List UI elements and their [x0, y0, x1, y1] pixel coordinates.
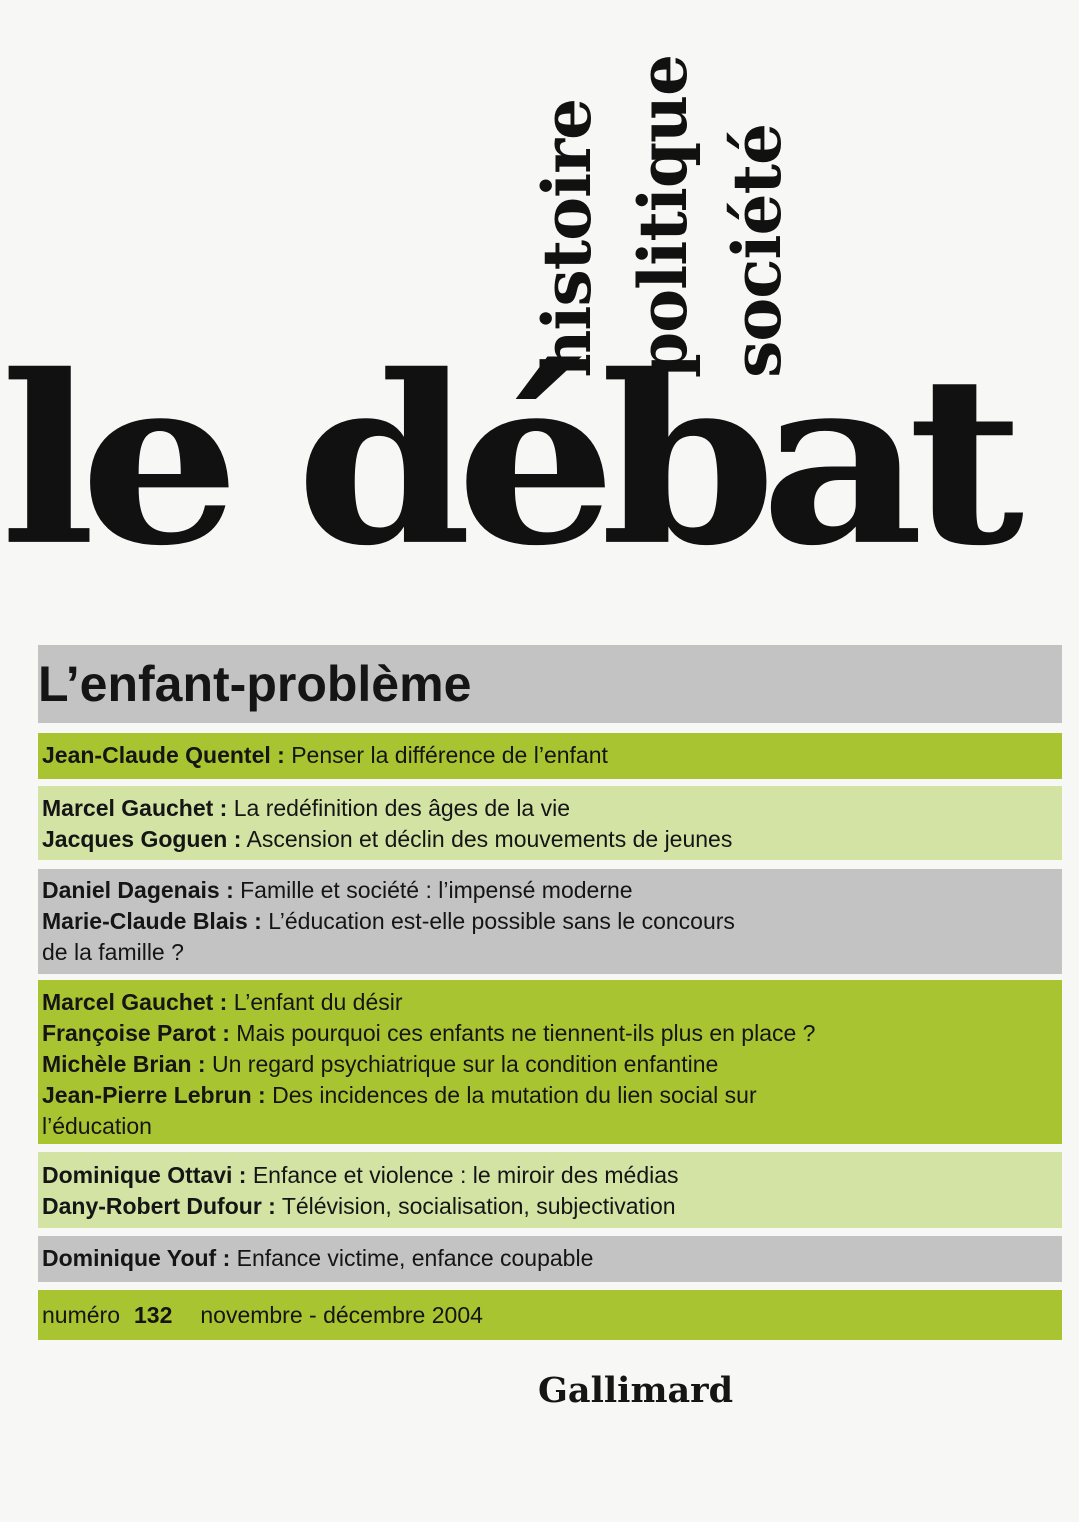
- article-band: [38, 733, 1062, 779]
- article-author: Dominique Ottavi :: [42, 1162, 247, 1188]
- masthead-title: le débat: [0, 324, 1009, 598]
- theme-title: L’enfant-problème: [38, 645, 1062, 723]
- article-band: [38, 869, 1062, 974]
- issue-date: novembre - décembre 2004: [200, 1302, 483, 1328]
- article-line: [42, 740, 1062, 771]
- article-line: [42, 1049, 1062, 1080]
- article-line: [42, 1243, 1062, 1274]
- article-author: Michèle Brian :: [42, 1051, 206, 1077]
- article-title: l’éducation: [42, 1113, 152, 1139]
- issue-label: numéro: [42, 1302, 120, 1328]
- article-author: Jacques Goguen :: [42, 826, 242, 852]
- subtitle-word-societe: société: [718, 124, 796, 378]
- article-title: Télévision, socialisation, subjectivation: [281, 1193, 676, 1219]
- article-title: L’éducation est-elle possible sans le concours: [268, 908, 735, 934]
- issue-number: 132: [133, 1302, 173, 1328]
- article-author: Daniel Dagenais :: [42, 877, 234, 903]
- article-band: [38, 1152, 1062, 1228]
- article-band: [38, 1236, 1062, 1282]
- article-title: Famille et société : l’impensé moderne: [240, 877, 633, 903]
- article-title: Un regard psychiatrique sur la condition enfantine: [212, 1051, 719, 1077]
- article-title: Mais pourquoi ces enfants ne tiennent-ils plus en place ?: [236, 1020, 816, 1046]
- article-author: Dominique Youf :: [42, 1245, 231, 1271]
- article-title: L’enfant du désir: [233, 989, 403, 1015]
- article-line: [42, 1111, 1062, 1142]
- article-line: [42, 987, 1062, 1018]
- article-title: de la famille ?: [42, 939, 184, 965]
- article-line: [42, 824, 1062, 855]
- article-line: [42, 793, 1062, 824]
- article-title: Ascension et déclin des mouvements de jeunes: [246, 826, 733, 852]
- article-title: Enfance et violence : le miroir des médias: [252, 1162, 679, 1188]
- publisher-name: Gallimard: [538, 1370, 734, 1411]
- article-line: [42, 1191, 1062, 1222]
- subtitle-word-histoire: histoire: [528, 99, 606, 378]
- issue-info: [38, 1290, 1062, 1340]
- article-line: [42, 1160, 1062, 1191]
- article-author: Marie-Claude Blais :: [42, 908, 262, 934]
- article-band: [38, 786, 1062, 860]
- article-title: Penser la différence de l’enfant: [291, 742, 608, 768]
- article-author: Marcel Gauchet :: [42, 989, 228, 1015]
- article-author: Dany-Robert Dufour :: [42, 1193, 276, 1219]
- article-title: Des incidences de la mutation du lien social sur: [272, 1082, 757, 1108]
- article-line: [42, 1018, 1062, 1049]
- article-band: [38, 980, 1062, 1144]
- article-line: [42, 937, 1062, 968]
- article-line: [42, 906, 1062, 937]
- article-line: [42, 875, 1062, 906]
- article-title: Enfance victime, enfance coupable: [236, 1245, 594, 1271]
- article-author: Jean-Pierre Lebrun :: [42, 1082, 266, 1108]
- subtitle-word-politique: politique: [624, 55, 702, 378]
- article-author: Jean-Claude Quentel :: [42, 742, 285, 768]
- article-author: Françoise Parot :: [42, 1020, 230, 1046]
- article-author: Marcel Gauchet :: [42, 795, 228, 821]
- article-title: La redéfinition des âges de la vie: [233, 795, 571, 821]
- article-line: [42, 1080, 1062, 1111]
